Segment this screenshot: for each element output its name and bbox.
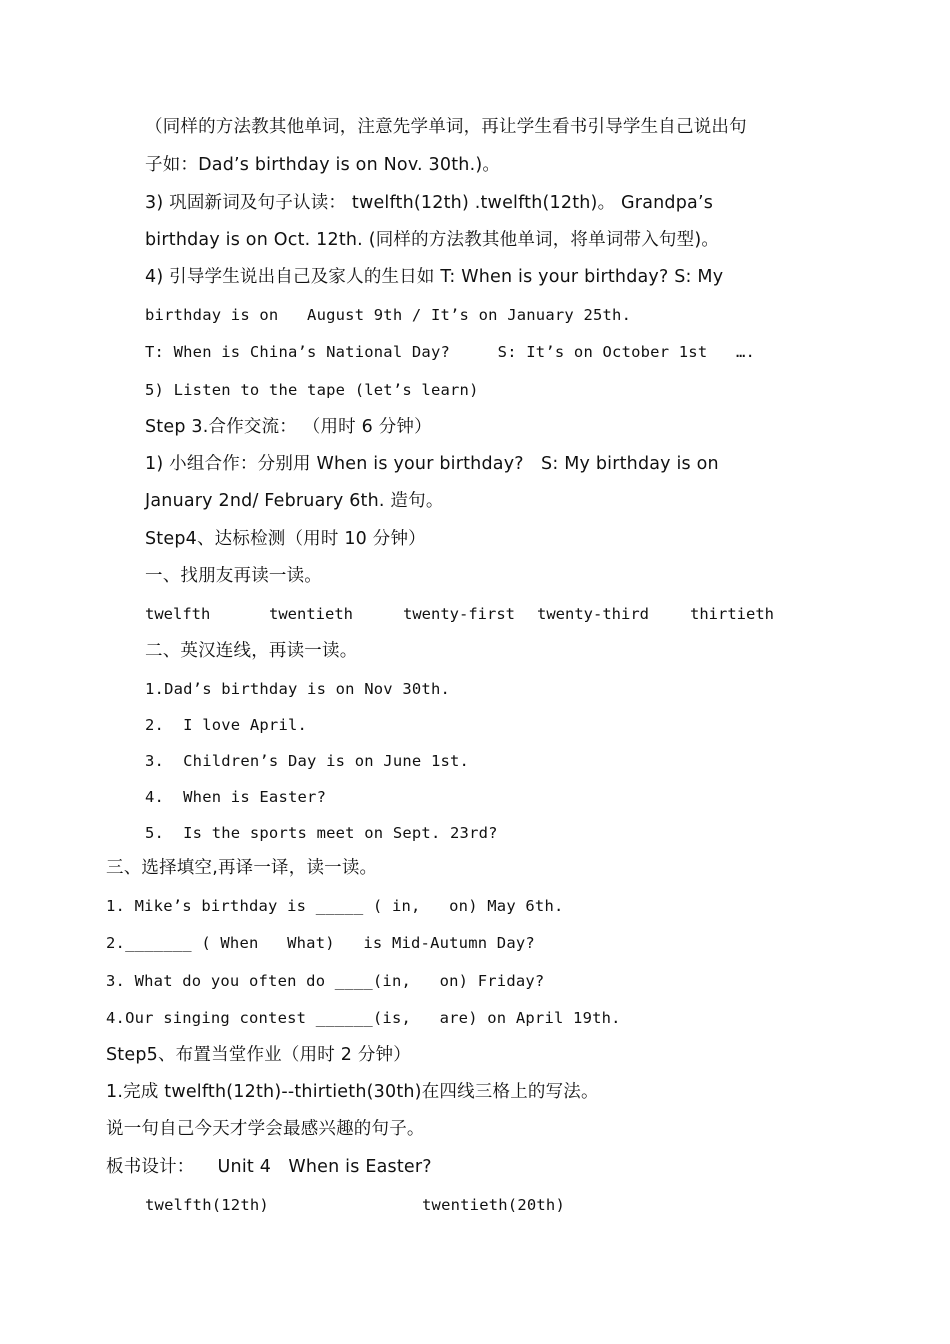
- text-line-11: January 2nd/ February 6th. 造句。: [145, 491, 444, 511]
- exercise-item: 1. Mike’s birthday is _____ ( in, on) May 6th.: [106, 897, 564, 915]
- section-one-heading: 一、找朋友再读一读。: [145, 566, 322, 586]
- board-item-left: twelfth(12th): [145, 1196, 269, 1214]
- board-design-title: 板书设计： Unit 4 When is Easter?: [106, 1157, 432, 1177]
- word-item: twenty-third: [537, 605, 649, 623]
- exercise-item: 3. What do you often do ____(in, on) Friday?: [106, 972, 545, 990]
- text-line-5: 4) 引导学生说出自己及家人的生日如 T: When is your birthday? S: My: [145, 267, 724, 287]
- word-item: thirtieth: [690, 605, 774, 623]
- board-item-right: twentieth(20th): [422, 1196, 565, 1214]
- text-line-10: 1) 小组合作：分别用 When is your birthday? S: My birthday is on: [145, 454, 719, 474]
- text-line-7: T: When is China’s National Day? S: It’s on October 1st ….: [145, 343, 756, 361]
- text-line-2: 子如：Dad’s birthday is on Nov. 30th.)。: [145, 155, 501, 175]
- text-line-3: 3) 巩固新词及句子认读： twelfth(12th) .twelfth(12th)。 Grandpa’s: [145, 193, 714, 213]
- list-item: 1.Dad’s birthday is on Nov 30th.: [145, 680, 451, 698]
- step4-heading: Step4、达标检测（用时 10 分钟）: [145, 529, 426, 549]
- step5-heading: Step5、布置当堂作业（用时 2 分钟）: [106, 1045, 411, 1065]
- section-three-heading: 三、选择填空,再译一译，读一读。: [106, 858, 378, 878]
- list-item: 2. I love April.: [145, 716, 308, 734]
- word-item: twelfth: [145, 605, 211, 623]
- section-two-heading: 二、英汉连线，再读一读。: [145, 641, 358, 661]
- exercise-item: 2._______ ( When What) is Mid-Autumn Day?: [106, 934, 535, 952]
- list-item: 5. Is the sports meet on Sept. 23rd?: [145, 824, 498, 842]
- homework-line-2: 说一句自己今天才学会最感兴趣的句子。: [106, 1119, 425, 1139]
- exercise-item: 4.Our singing contest ______(is, are) on April 19th.: [106, 1009, 621, 1027]
- homework-line: 1.完成 twelfth(12th)--thirtieth(30th)在四线三格上的写法。: [106, 1082, 599, 1102]
- text-line-4: birthday is on Oct. 12th. (同样的方法教其他单词，将单词带入句型)。: [145, 230, 720, 250]
- word-item: twenty-first: [403, 605, 515, 623]
- text-line-8: 5) Listen to the tape (let’s learn): [145, 381, 479, 399]
- word-item: twentieth: [269, 605, 353, 623]
- text-line-1: （同样的方法教其他单词，注意先学单词，再让学生看书引导学生自己说出句: [145, 117, 747, 137]
- text-line-6: birthday is on August 9th / It’s on January 25th.: [145, 306, 632, 324]
- list-item: 4. When is Easter?: [145, 788, 327, 806]
- list-item: 3. Children’s Day is on June 1st.: [145, 752, 470, 770]
- step3-heading: Step 3.合作交流： （用时 6 分钟）: [145, 417, 432, 437]
